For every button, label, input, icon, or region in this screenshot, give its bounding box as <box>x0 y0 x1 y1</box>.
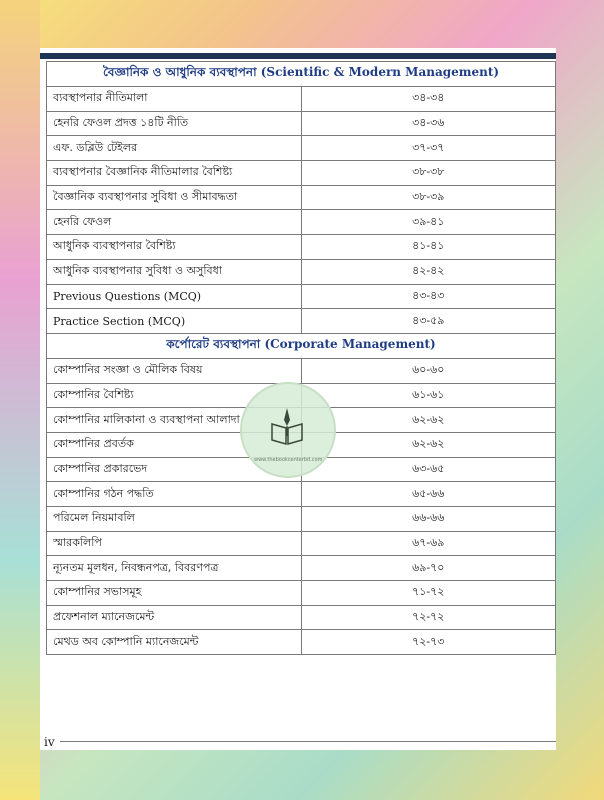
section-title: বৈজ্ঞানিক ও আধুনিক ব্যবস্থাপনা (Scientific & Modern Management) <box>47 62 556 87</box>
entry-pages: ৭২-৭৩ <box>301 630 556 655</box>
entry-pages: ৭১-৭২ <box>301 581 556 606</box>
entry-pages: ৩৮-৩৯ <box>301 185 556 210</box>
entry-title: বৈজ্ঞানিক ব্যবস্থাপনার সুবিধা ও সীমাবদ্ধতা <box>47 185 302 210</box>
book-pen-icon <box>270 406 304 446</box>
table-row <box>47 309 556 334</box>
table-row <box>47 161 556 186</box>
entry-pages: ৪৩-৪৩ <box>301 284 556 309</box>
entry-title: কোম্পানির সংজ্ঞা ও মৌলিক বিষয় <box>47 358 302 383</box>
table-row <box>47 630 556 655</box>
entry-pages: ৩৭-৩৭ <box>301 136 556 161</box>
entry-title: Previous Questions (MCQ) <box>47 284 302 309</box>
entry-title: আধুনিক ব্যবস্থাপনার সুবিধা ও অসুবিধা <box>47 259 302 284</box>
entry-title: কোম্পানির গঠন পদ্ধতি <box>47 482 302 507</box>
table-row <box>47 259 556 284</box>
table-row <box>47 358 556 383</box>
entry-pages: ৬২-৬২ <box>301 408 556 433</box>
watermark-seal <box>240 382 336 478</box>
bottom-rule <box>60 741 556 742</box>
entry-title: কোম্পানির সভাসমূহ <box>47 581 302 606</box>
table-row <box>47 210 556 235</box>
entry-title: হেনরি ফেওল প্রদত্ত ১৪টি নীতি <box>47 111 302 136</box>
entry-title: স্মারকলিপি <box>47 531 302 556</box>
table-row <box>47 531 556 556</box>
top-rule <box>40 53 556 59</box>
entry-pages: ৩৪-৩৬ <box>301 111 556 136</box>
entry-pages: ৬২-৬২ <box>301 432 556 457</box>
entry-title: প্রফেশনাল ম্যানেজমেন্ট <box>47 605 302 630</box>
entry-title: ব্যবস্থাপনার নীতিমালা <box>47 87 302 112</box>
section-title: কর্পোরেট ব্যবস্থাপনা (Corporate Management) <box>47 333 556 358</box>
entry-pages: ৪২-৪২ <box>301 259 556 284</box>
section-header-row <box>47 333 556 358</box>
entry-pages: ৩৮-৩৮ <box>301 161 556 186</box>
entry-pages: ৪১-৪১ <box>301 235 556 260</box>
table-row <box>47 111 556 136</box>
table-row <box>47 605 556 630</box>
table-row <box>47 284 556 309</box>
table-row <box>47 581 556 606</box>
entry-title: ব্যবস্থাপনার বৈজ্ঞানিক নীতিমালার বৈশিষ্ট্য <box>47 161 302 186</box>
entry-pages: ৬০-৬০ <box>301 358 556 383</box>
entry-title: আধুনিক ব্যবস্থাপনার বৈশিষ্ট্য <box>47 235 302 260</box>
page-number: iv <box>44 735 55 749</box>
background-strip <box>0 0 40 800</box>
entry-title: ন্যূনতম মূলধন, নিবন্ধনপত্র, বিবরণপত্র <box>47 556 302 581</box>
table-row <box>47 235 556 260</box>
table-row <box>47 185 556 210</box>
table-row <box>47 482 556 507</box>
entry-pages: ৩৪-৩৪ <box>301 87 556 112</box>
section-header-row <box>47 62 556 87</box>
entry-pages: ৪৩-৫৯ <box>301 309 556 334</box>
entry-pages: ৬৯-৭০ <box>301 556 556 581</box>
table-row <box>47 87 556 112</box>
entry-pages: ৬৫-৬৬ <box>301 482 556 507</box>
entry-title: হেনরি ফেওল <box>47 210 302 235</box>
entry-title: এফ. ডব্লিউ টেইলর <box>47 136 302 161</box>
entry-title: কোম্পানির প্রবর্তক <box>47 432 302 457</box>
entry-title: মেথড অব কোম্পানি ম্যানেজমেন্ট <box>47 630 302 655</box>
table-row <box>47 136 556 161</box>
entry-pages: ৬৩-৬৫ <box>301 457 556 482</box>
entry-title: কোম্পানির মালিকানা ও ব্যবস্থাপনা আলাদা <box>47 408 302 433</box>
entry-title: কোম্পানির প্রকারভেদ <box>47 457 302 482</box>
entry-pages: ৬১-৬১ <box>301 383 556 408</box>
entry-pages: ৭২-৭২ <box>301 605 556 630</box>
table-row <box>47 556 556 581</box>
entry-pages: ৬৬-৬৬ <box>301 507 556 532</box>
table-row <box>47 507 556 532</box>
entry-pages: ৬৭-৬৯ <box>301 531 556 556</box>
entry-title: Practice Section (MCQ) <box>47 309 302 334</box>
toc-table <box>46 61 556 655</box>
entry-title: কোম্পানির বৈশিষ্ট্য <box>47 383 302 408</box>
entry-pages: ৩৯-৪১ <box>301 210 556 235</box>
watermark-url: www.thebookcenterbd.com <box>254 457 323 463</box>
entry-title: পরিমেল নিয়মাবলি <box>47 507 302 532</box>
